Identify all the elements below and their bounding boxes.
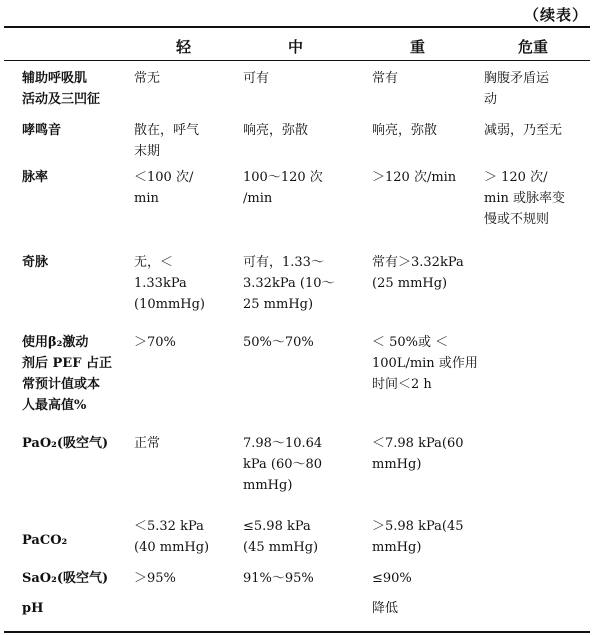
cell-mild: ＞95% <box>134 571 176 586</box>
cell-severe: ＜7.98 kPa(60 mmHg) <box>372 436 464 472</box>
row-label: 使用β₂激动 剂后 PEF 占正 常预计值或本 人最高值% <box>22 335 112 413</box>
cell-severe: ＜ 50%或 ＜ 100L/min 或作用 时间＜2 h <box>372 335 478 392</box>
cell-mild: 散在，呼气 末期 <box>134 123 200 159</box>
header-mild: 轻 <box>176 38 192 56</box>
row-label: pH <box>22 601 44 616</box>
cell-mild: 常无 <box>134 71 161 86</box>
row-label: PaCO₂ <box>22 533 68 548</box>
cell-severe: 响亮，弥散 <box>372 123 438 138</box>
row-label: SaO₂(吸空气) <box>22 571 109 586</box>
row-label: 奇脉 <box>22 255 49 270</box>
cell-moderate: 50%～70% <box>243 335 314 350</box>
row-label: 辅助呼吸肌 活动及三凹征 <box>22 71 101 107</box>
cell-mild: ＜5.32 kPa (40 mmHg) <box>134 519 210 555</box>
cell-severe: ＞5.98 kPa(45 mmHg) <box>372 519 464 555</box>
cell-mild: 正常 <box>134 436 161 451</box>
cell-moderate: 7.98～10.64 kPa (60～80 mmHg) <box>243 436 323 493</box>
header-rule <box>4 60 590 61</box>
cell-critical: 胸腹矛盾运 动 <box>484 71 550 107</box>
table-bottom-rule <box>4 631 590 633</box>
cell-moderate: 响亮，弥散 <box>243 123 309 138</box>
cell-severe: ＞120 次/min <box>372 170 457 185</box>
cell-critical: ＞ 120 次/ min 或脉率变 慢或不规则 <box>484 170 565 227</box>
cell-mild: 无，＜ 1.33kPa (10mmHg) <box>134 255 205 312</box>
table-top-rule <box>4 26 590 28</box>
cell-severe: 降低 <box>372 601 399 616</box>
row-label: PaO₂(吸空气) <box>22 436 109 451</box>
cell-moderate: 100～120 次 /min <box>243 170 323 206</box>
cell-moderate: 可有，1.33～ 3.32kPa (10～ 25 mmHg) <box>243 255 335 312</box>
header-severe: 重 <box>410 38 426 56</box>
cell-critical: 减弱，乃至无 <box>484 123 563 138</box>
cell-moderate: ≤5.98 kPa (45 mmHg) <box>243 519 319 555</box>
row-label: 脉率 <box>22 170 49 185</box>
cell-severe: 常有 <box>372 71 399 86</box>
row-label: 哮鸣音 <box>22 123 62 138</box>
cell-moderate: 91%～95% <box>243 571 314 586</box>
cell-moderate: 可有 <box>243 71 270 86</box>
header-moderate: 中 <box>288 38 304 56</box>
cell-severe: ≤90% <box>372 571 412 586</box>
cell-mild: ＜100 次/ min <box>134 170 194 206</box>
continuation-label: （续表） <box>524 6 589 24</box>
cell-mild: ＞70% <box>134 335 176 350</box>
cell-severe: 常有＞3.32kPa (25 mmHg) <box>372 255 464 291</box>
header-critical: 危重 <box>518 38 549 56</box>
